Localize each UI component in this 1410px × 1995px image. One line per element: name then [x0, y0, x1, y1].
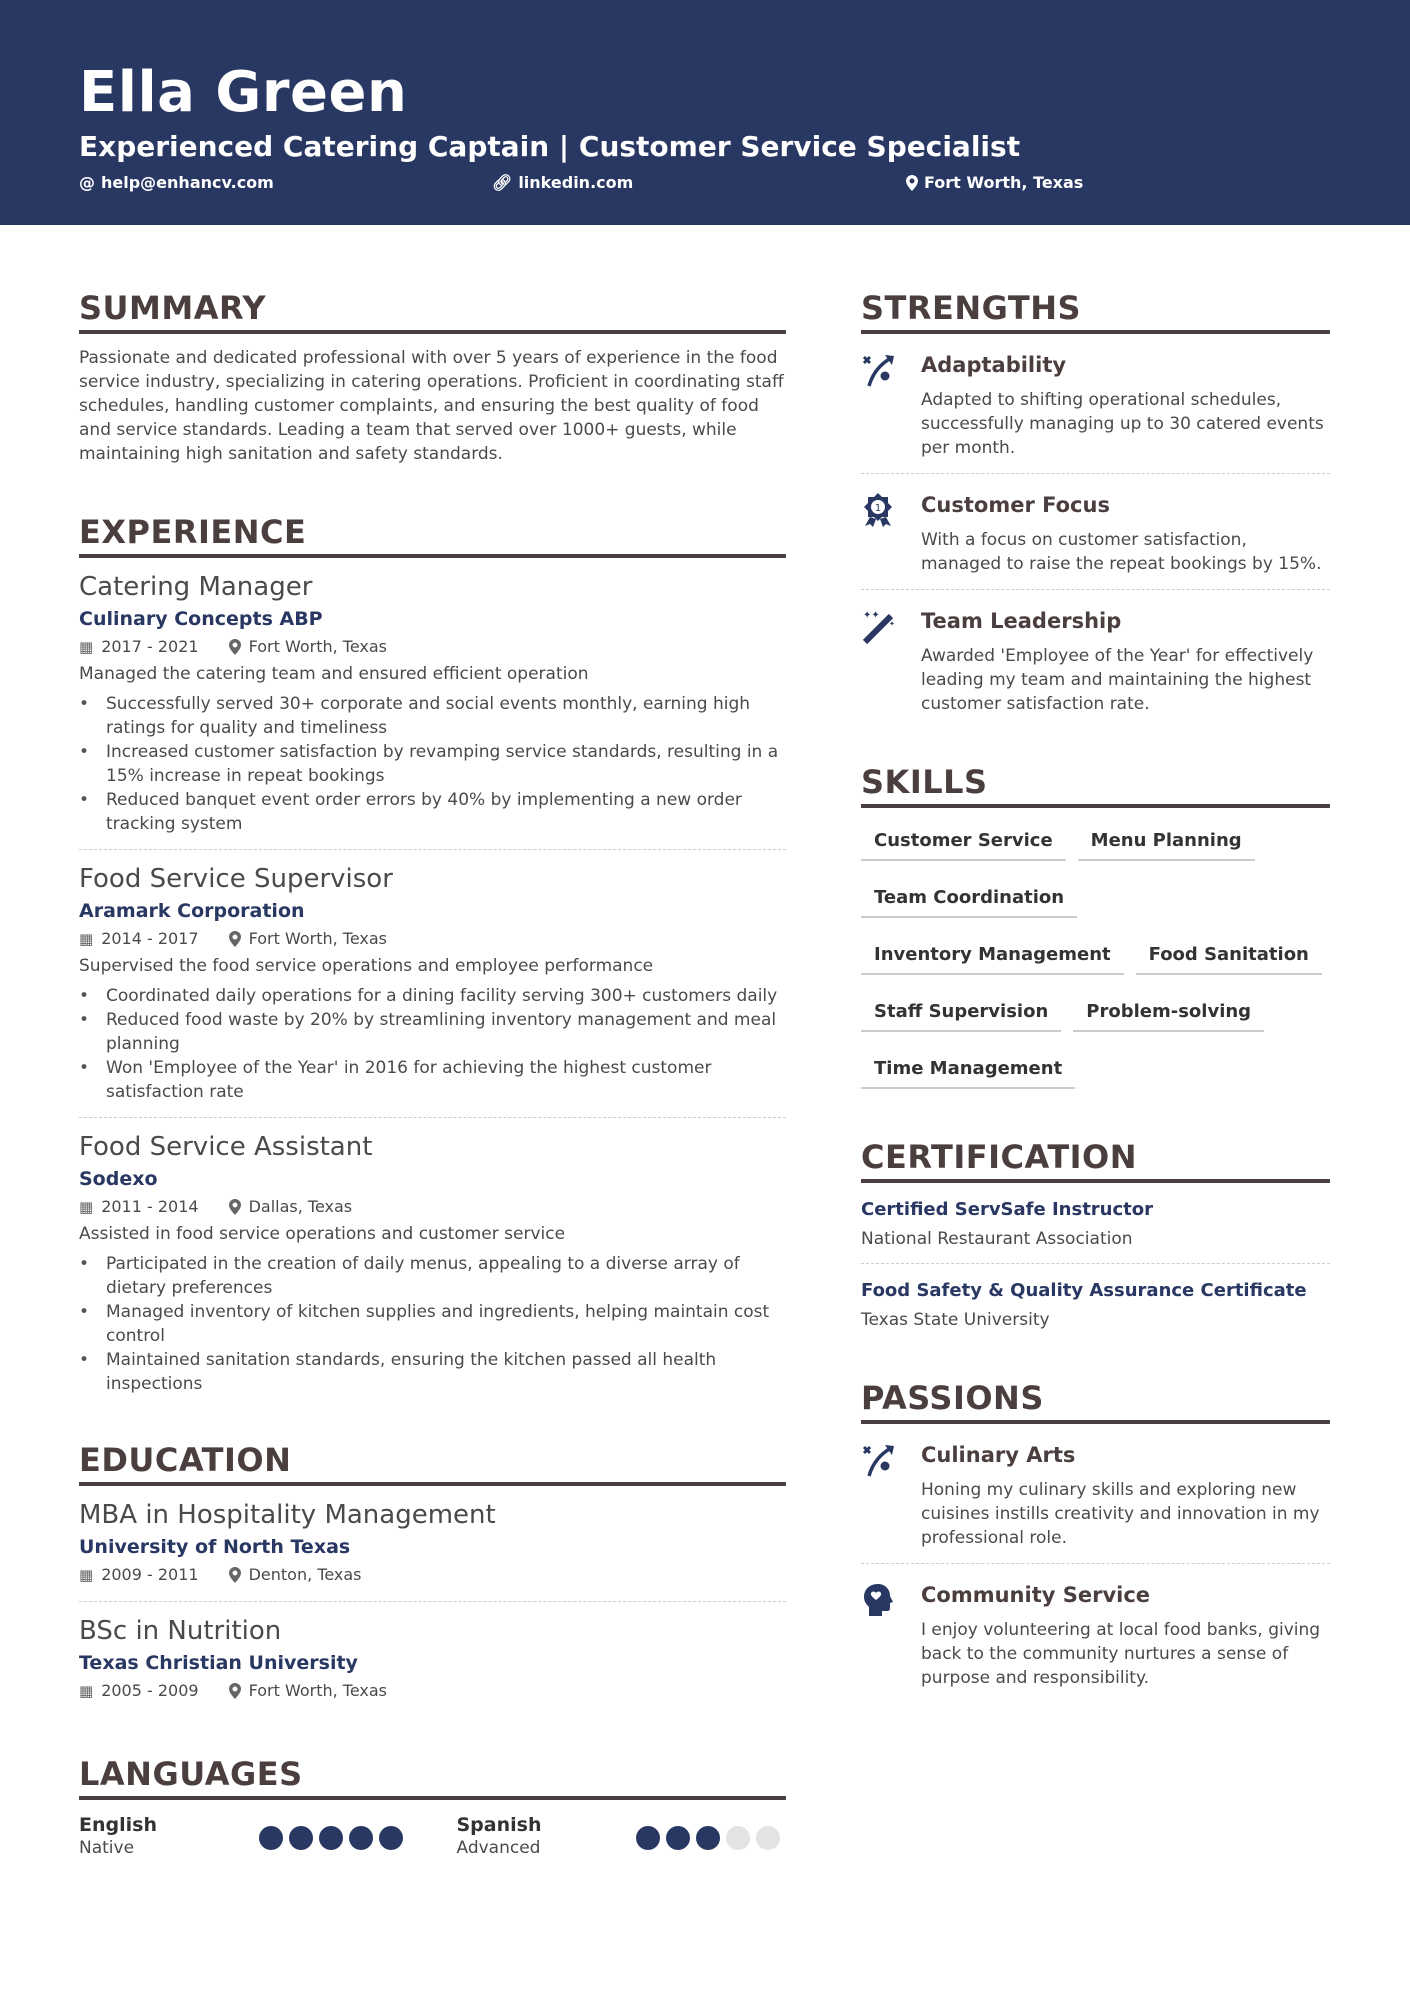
education-meta — [79, 1678, 786, 1704]
certification-issuer: National Restaurant Association — [861, 1229, 1133, 1249]
skill-tag: Time Management — [861, 1050, 1075, 1089]
job-bullet: • Increased customer satisfaction by revamping service standards, resulting in a 15% increase in repeat bookings — [79, 740, 786, 788]
summary-text: Passionate and dedicated professional with over 5 years of experience in the food service industry, specializing in catering operations. Proficient in coordinating staff schedules, handling customer complaints, and ensuring the best quality of food and service standards. Leading a team that served over 1000+ guests, while maintaining high sanitation and safety standards. — [79, 348, 784, 464]
passions-title: Culinary Arts — [921, 1443, 1076, 1467]
strengths-title: Adaptability — [921, 353, 1067, 377]
link-icon: 🔗︎ — [492, 173, 513, 192]
education-location: Fort Worth, Texas — [248, 1681, 387, 1700]
job-location: Fort Worth, Texas — [248, 637, 387, 656]
calendar-icon: ▦ — [79, 1566, 94, 1584]
language-rating — [636, 1814, 786, 1854]
at-icon: @ — [79, 173, 95, 192]
job-location: Fort Worth, Texas — [248, 929, 387, 948]
calendar-icon: ▦ — [79, 638, 94, 656]
skill-tag: Staff Supervision — [861, 993, 1061, 1032]
strengths-description: With a focus on customer satisfaction, managed to raise the repeat bookings by 15%. — [921, 530, 1322, 574]
proficiency-dot — [379, 1826, 403, 1850]
left-column — [79, 288, 786, 1860]
job-bullet: • Won 'Employee of the Year' in 2016 for achieving the highest customer satisfaction rate — [79, 1056, 786, 1104]
proficiency-dot — [319, 1826, 343, 1850]
proficiency-dot — [636, 1826, 660, 1850]
certification-issuer: Texas State University — [861, 1310, 1050, 1330]
education-meta — [79, 1562, 786, 1588]
skill-tag: Customer Service — [861, 822, 1066, 861]
passions-item — [861, 1424, 1330, 1550]
head-heart-icon — [861, 1580, 901, 1690]
calendar-icon: ▦ — [79, 930, 94, 948]
candidate-title: Experienced Catering Captain | Customer Service Specialist — [79, 130, 1021, 163]
job-bullet: • Reduced banquet event order errors by 40% by implementing a new order tracking system — [79, 788, 786, 836]
certification-title[interactable]: Food Safety & Quality Assurance Certificate — [861, 1280, 1307, 1301]
certification-title[interactable]: Certified ServSafe Instructor — [861, 1199, 1154, 1220]
passions-description: I enjoy volunteering at local food banks, giving back to the community nurtures a sense of purpose and responsibility. — [921, 1620, 1321, 1688]
location-text: Fort Worth, Texas — [924, 173, 1084, 192]
education-entry — [79, 1498, 786, 1588]
proficiency-dot — [349, 1826, 373, 1850]
job-entry — [79, 1130, 786, 1396]
job-title: Food Service Assistant — [79, 1132, 373, 1162]
passions-item — [861, 1564, 1330, 1690]
target-strategy-icon — [861, 1440, 901, 1550]
language-item — [457, 1814, 787, 1860]
language-name: English — [79, 1814, 157, 1836]
location-pin-icon — [229, 1567, 241, 1583]
proficiency-dot — [756, 1826, 780, 1850]
education-dates: 2009 - 2011 — [101, 1565, 199, 1584]
target-strategy-icon — [861, 350, 901, 460]
passions-description: Honing my culinary skills and exploring new cuisines instills creativity and innovation in my professional role. — [921, 1480, 1320, 1548]
job-entry — [79, 862, 786, 1104]
job-description: Assisted in food service operations and customer service — [79, 1224, 566, 1244]
divider — [79, 849, 786, 850]
contact-location — [906, 173, 1083, 192]
school-name[interactable]: University of North Texas — [79, 1536, 351, 1558]
company-name[interactable]: Aramark Corporation — [79, 900, 305, 922]
location-pin-icon — [229, 931, 241, 947]
strengths-heading: STRENGTHS — [861, 288, 1330, 334]
skill-tag: Team Coordination — [861, 879, 1077, 918]
job-bullet: • Participated in the creation of daily menus, appealing to a diverse array of dietary preferences — [79, 1252, 786, 1300]
skill-tag: Menu Planning — [1078, 822, 1255, 861]
strengths-description: Adapted to shifting operational schedules, successfully managing up to 30 catered events per month. — [921, 390, 1324, 458]
strengths-item — [861, 334, 1330, 460]
school-name[interactable]: Texas Christian University — [79, 1652, 358, 1674]
location-pin-icon — [229, 1199, 241, 1215]
job-dates: 2017 - 2021 — [101, 637, 199, 656]
skill-tag: Food Sanitation — [1136, 936, 1322, 975]
job-bullet: • Reduced food waste by 20% by streamlining inventory management and meal planning — [79, 1008, 786, 1056]
job-entry — [79, 570, 786, 836]
job-location: Dallas, Texas — [248, 1197, 353, 1216]
strengths-title: Customer Focus — [921, 493, 1110, 517]
job-title: Food Service Supervisor — [79, 864, 393, 894]
location-pin-icon — [906, 175, 918, 191]
company-name[interactable]: Sodexo — [79, 1168, 158, 1190]
divider — [79, 1601, 786, 1602]
degree: BSc in Nutrition — [79, 1616, 282, 1646]
education-heading: EDUCATION — [79, 1440, 786, 1486]
summary-heading: SUMMARY — [79, 288, 786, 334]
job-dates: 2011 - 2014 — [101, 1197, 199, 1216]
job-description: Supervised the food service operations and employee performance — [79, 956, 654, 976]
job-bullet: • Coordinated daily operations for a dining facility serving 300+ customers daily — [79, 984, 786, 1008]
job-title: Catering Manager — [79, 572, 313, 602]
calendar-icon: ▦ — [79, 1198, 94, 1216]
certification-item — [861, 1264, 1330, 1332]
proficiency-dot — [666, 1826, 690, 1850]
certification-heading: CERTIFICATION — [861, 1137, 1330, 1183]
language-level: Advanced — [456, 1838, 541, 1858]
language-item — [79, 1814, 409, 1860]
strengths-item — [861, 590, 1330, 716]
education-dates: 2005 - 2009 — [101, 1681, 199, 1700]
job-meta — [79, 1194, 786, 1220]
candidate-name: Ella Green — [79, 60, 408, 125]
right-column — [861, 288, 1330, 1690]
resume-header — [0, 0, 1410, 225]
contact-email[interactable] — [79, 173, 274, 192]
certification-item — [861, 1183, 1330, 1251]
proficiency-dot — [289, 1826, 313, 1850]
award-ribbon-icon — [861, 490, 901, 576]
experience-heading: EXPERIENCE — [79, 512, 786, 558]
education-entry — [79, 1614, 786, 1704]
strengths-item — [861, 474, 1330, 576]
language-level: Native — [79, 1838, 135, 1858]
job-meta — [79, 926, 786, 952]
job-meta — [79, 634, 786, 660]
strengths-title: Team Leadership — [921, 609, 1122, 633]
passions-heading: PASSIONS — [861, 1378, 1330, 1424]
proficiency-dot — [696, 1826, 720, 1850]
magic-wand-icon — [861, 606, 901, 716]
languages-heading: LANGUAGES — [79, 1754, 786, 1800]
skills-heading: SKILLS — [861, 762, 1330, 808]
contact-link[interactable] — [492, 173, 633, 192]
company-name[interactable]: Culinary Concepts ABP — [79, 608, 323, 630]
location-pin-icon — [229, 1683, 241, 1699]
job-bullet: • Maintained sanitation standards, ensuring the kitchen passed all health inspections — [79, 1348, 786, 1396]
job-bullet: • Successfully served 30+ corporate and social events monthly, earning high ratings for quality and timeliness — [79, 692, 786, 740]
language-name: Spanish — [456, 1814, 542, 1836]
strengths-description: Awarded 'Employee of the Year' for effectively leading my team and maintaining the highest customer satisfaction rate. — [921, 646, 1314, 714]
skill-tag: Inventory Management — [861, 936, 1124, 975]
proficiency-dot — [259, 1826, 283, 1850]
divider — [79, 1117, 786, 1118]
degree: MBA in Hospitality Management — [79, 1500, 496, 1530]
skill-tag: Problem-solving — [1073, 993, 1264, 1032]
passions-title: Community Service — [921, 1583, 1151, 1607]
svg-text:1: 1 — [874, 503, 882, 514]
location-pin-icon — [229, 639, 241, 655]
job-description: Managed the catering team and ensured efficient operation — [79, 664, 589, 684]
svg-text:✦: ✦ — [889, 620, 895, 628]
job-bullet: • Managed inventory of kitchen supplies and ingredients, helping maintain cost control — [79, 1300, 786, 1348]
link-text: linkedin.com — [518, 173, 634, 192]
job-dates: 2014 - 2017 — [101, 929, 199, 948]
proficiency-dot — [726, 1826, 750, 1850]
language-rating — [259, 1814, 409, 1854]
education-location: Denton, Texas — [248, 1565, 362, 1584]
calendar-icon: ▦ — [79, 1682, 94, 1700]
email-text: help@enhancv.com — [101, 173, 274, 192]
svg-text:✦✦: ✦✦ — [863, 610, 880, 621]
